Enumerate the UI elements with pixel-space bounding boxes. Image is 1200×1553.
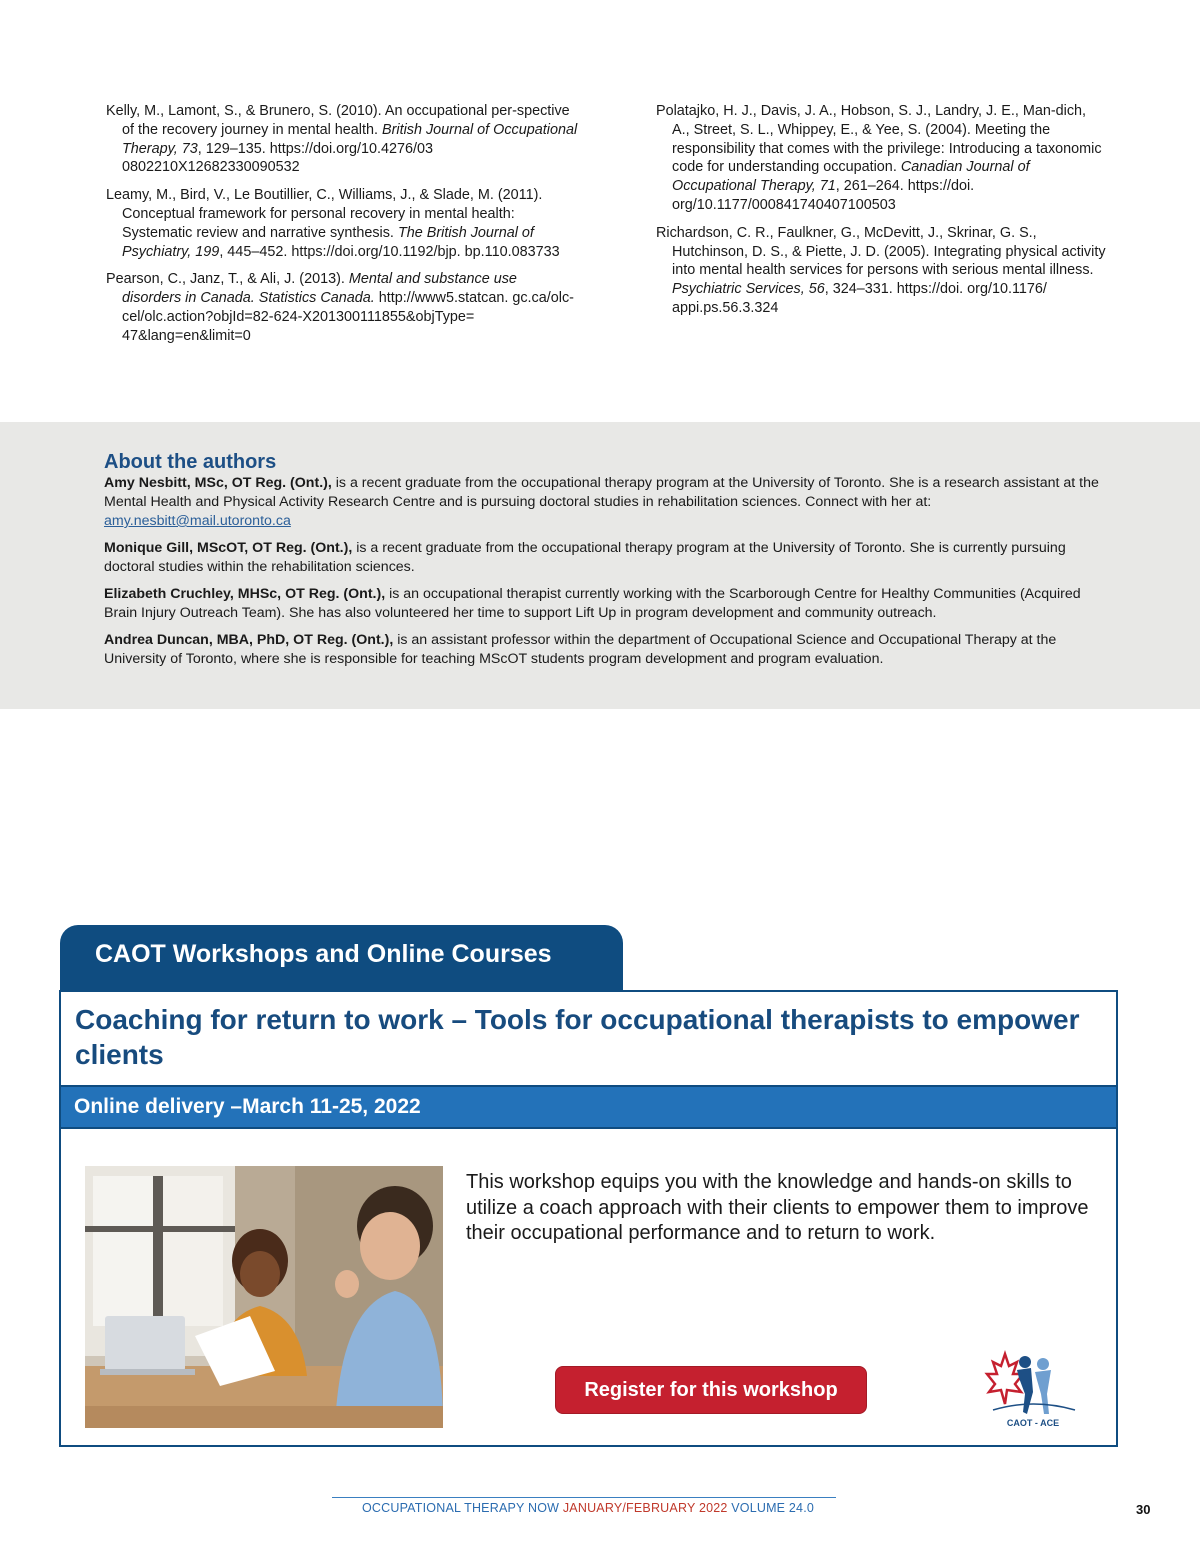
coaching-session-photo-icon <box>85 1166 443 1428</box>
about-authors-content <box>104 450 1114 677</box>
author-name: Amy Nesbitt, MSc, OT Reg. (Ont.), <box>104 475 332 491</box>
caot-logo <box>983 1344 1083 1434</box>
about-authors-section <box>0 422 1200 709</box>
references-section <box>106 102 1106 355</box>
reference-entry: Leamy, M., Bird, V., Le Boutillier, C., Williams, J., & Slade, M. (2011). Conceptual framework for personal recovery in mental health: Systematic review and narrative synthesis. The British Journal of Psychiatry, 199, 445–452. https://doi.org/10.1192/bjp. bp.110.083733 <box>106 187 560 260</box>
delivery-dates: Online delivery –March 11-25, 2022 <box>74 1095 421 1118</box>
footer-rule <box>332 1497 836 1498</box>
author-email-link[interactable]: amy.nesbitt@mail.utoronto.ca <box>104 513 291 529</box>
page-number: 30 <box>1136 1502 1151 1517</box>
svg-text:CAOT - ACE: CAOT - ACE <box>1006 1418 1060 1428</box>
author-name: Andrea Duncan, MBA, PhD, OT Reg. (Ont.), <box>104 632 394 648</box>
reference-entry: Polatajko, H. J., Davis, J. A., Hobson, S. J., Landry, J. E., Man-dich, A., Street, S. L., Whippey, E., & Yee, S. (2004). Meeting the responsibility that comes with the privilege: Introducing a taxonomic code for understanding occupation. Canadian Journal of Occupational Therapy, 71, 261–264. https://doi. org/10.1177/000841740407100503 <box>656 103 1102 213</box>
author-bio: Elizabeth Cruchley, MHSc, OT Reg. (Ont.), is an occupational therapist currently working with the Scarborough Centre for Healthy Communities (Acquired Brain Injury Outreach Team). She has also volunteered her time to support Lift Up in program development and community outreach. <box>104 586 1081 621</box>
workshop-title: Coaching for return to work – Tools for occupational therapists to empower clients <box>75 1004 1080 1070</box>
author-bio: Monique Gill, MScOT, OT Reg. (Ont.), is a recent graduate from the occupational therapy program at the University of Toronto. She is currently pursuing doctoral studies within the rehabilitation sciences. <box>104 540 1066 575</box>
workshops-tab-label: CAOT Workshops and Online Courses <box>95 940 552 968</box>
references-right-column <box>656 102 1106 355</box>
publication-name: OCCUPATIONAL THERAPY NOW <box>361 1501 560 1515</box>
page-footer <box>0 1501 1176 1515</box>
issue-date: JANUARY/FEBRUARY 2022 <box>562 1501 728 1515</box>
workshop-photo <box>85 1166 443 1428</box>
workshop-ad <box>59 990 1118 1447</box>
reference-entry: Richardson, C. R., Faulkner, G., McDevitt, J., Skrinar, G. S., Hutchinson, D. S., & Piette, J. D. (2005). Integrating physical activity into mental health services for persons with serious mental illness. Psychiatric Services, 56, 324–331. https://doi. org/10.1176/ appi.ps.56.3.324 <box>656 224 1106 316</box>
volume: VOLUME 24.0 <box>731 1501 815 1515</box>
author-bio: Andrea Duncan, MBA, PhD, OT Reg. (Ont.), is an assistant professor within the department of Occupational Science and Occupational Therapy at the University of Toronto, where she is responsible for teaching MScOT students program development and program evaluation. <box>104 632 1057 667</box>
reference-entry: Pearson, C., Janz, T., & Ali, J. (2013). Mental and substance use disorders in Canada. Statistics Canada. http://www5.statcan. gc.ca/olc-cel/olc.action?objId=82-624-X201300111855&objType= 47&lang=en&limit=0 <box>106 271 574 344</box>
references-left-column <box>106 102 578 355</box>
workshop-description: This workshop equips you with the knowledge and hands-on skills to utilize a coach approach with their clients to empower them to improve their occupational performance and to return to work. <box>466 1171 1089 1244</box>
author-bio: Amy Nesbitt, MSc, OT Reg. (Ont.), is a recent graduate from the occupational therapy program at the University of Toronto. She is a research assistant at the Mental Health and Physical Activity Research Centre and is pursuing doctoral studies in rehabilitation sciences. Connect with her at: amy.nesbitt@mail.utoronto.ca <box>104 475 1099 529</box>
author-name: Monique Gill, MScOT, OT Reg. (Ont.), <box>104 540 353 556</box>
reference-entry: Kelly, M., Lamont, S., & Brunero, S. (2010). An occupational per-spective of the recovery journey in mental health. British Journal of Occupational Therapy, 73, 129–135. https://doi.org/10.4276/03 0802210X12682330090532 <box>106 103 578 176</box>
author-name: Elizabeth Cruchley, MHSc, OT Reg. (Ont.), <box>104 586 386 602</box>
register-button[interactable]: Register for this workshop <box>555 1366 867 1414</box>
workshops-tab <box>60 925 623 991</box>
caot-ace-logo-icon <box>983 1344 1083 1434</box>
about-authors-heading: About the authors <box>104 451 277 473</box>
delivery-band <box>61 1085 1116 1129</box>
